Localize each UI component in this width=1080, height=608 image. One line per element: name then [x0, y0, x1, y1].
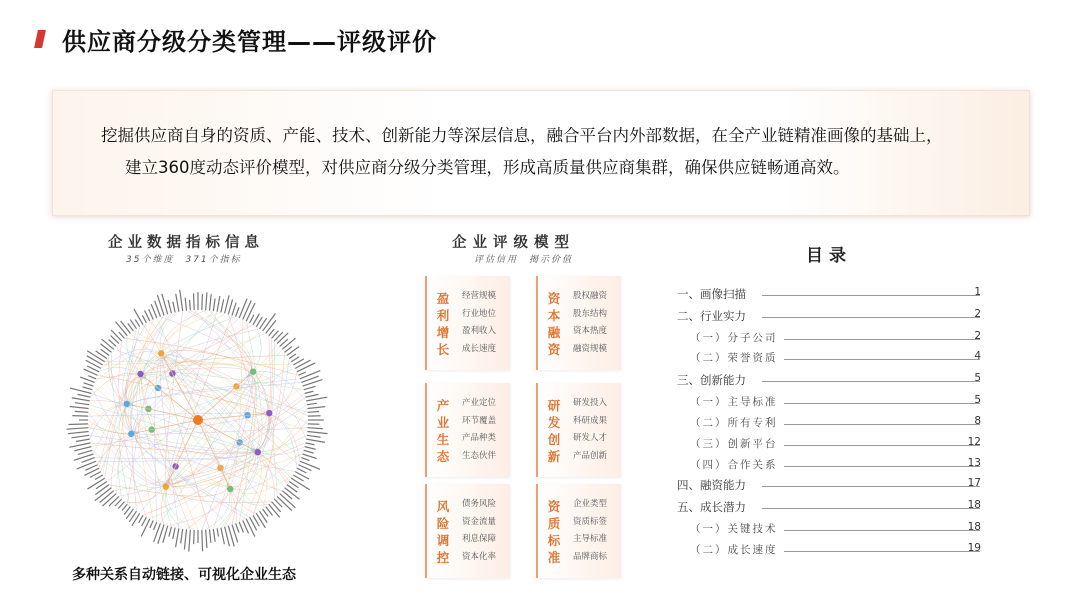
toc-entry	[0, 457, 1080, 473]
intro-line-2: 建立360度动态评价模型，对供应商分级分类管理，形成高质量供应商集群，确保供应链畅通高效。	[125, 158, 850, 177]
card-category: 资质标准	[547, 499, 561, 565]
toc-entry	[0, 521, 1080, 537]
card-item: 产品创新	[572, 450, 607, 461]
card-item: 资质标签	[572, 516, 607, 527]
card-item: 融资规模	[572, 343, 607, 354]
toc-entry-label: （一）分子公司	[690, 332, 778, 344]
toc-title: 目录	[806, 246, 852, 266]
card-item: 产业定位	[461, 398, 496, 408]
graph-leaf-label	[308, 412, 319, 413]
indicators-subtitle: 35个维度 371个指标	[126, 255, 242, 265]
card-item: 经营规模	[461, 291, 496, 301]
page-title: 供应商分级分类管理——评级评价	[62, 28, 437, 56]
toc-entry-label: （一）关键技术	[690, 523, 778, 535]
card-item: 环节覆盖	[461, 415, 496, 426]
toc-entry-page: 19	[967, 542, 981, 554]
card-item: 成长速度	[461, 343, 496, 354]
card-item: 盈利收入	[461, 326, 496, 336]
toc-entry-label: 五、成长潜力	[677, 500, 746, 514]
toc-entry-page: 1	[974, 286, 981, 298]
card-item: 债务风险	[461, 499, 496, 509]
toc-entry-page: 5	[974, 394, 981, 406]
card-item: 研发投入	[572, 398, 607, 408]
card-item: 资本化率	[461, 551, 496, 562]
card-item: 企业类型	[572, 499, 607, 509]
toc-entry-label: （二）成长速度	[690, 544, 778, 556]
toc-entry-page: 18	[967, 521, 981, 533]
card-item: 股东结构	[572, 308, 607, 319]
toc-entry	[0, 436, 1080, 452]
toc-entry	[0, 415, 1080, 431]
toc-entry-page: 2	[974, 330, 981, 342]
toc-entry	[0, 350, 1080, 366]
graph-leaf-label	[68, 431, 89, 433]
card-category: 研发创新	[547, 398, 561, 464]
toc-entry-page: 5	[974, 372, 981, 384]
toc-entry-label: （四）合作关系	[690, 459, 778, 471]
card-item: 股权融资	[572, 291, 607, 301]
toc-entry-label: 四、融资能力	[677, 478, 746, 492]
toc-leader-line	[762, 486, 980, 487]
indicators-caption: 多种关系自动链接、可视化企业生态	[72, 567, 296, 583]
card-item: 利息保障	[461, 534, 496, 544]
card-item: 行业地位	[461, 308, 496, 319]
toc-entry	[0, 477, 1080, 493]
indicators-title: 企业数据指标信息	[108, 235, 264, 251]
graph-leaf-label	[75, 411, 88, 412]
toc-entry-label: 一、画像扫描	[677, 287, 746, 301]
card-item: 研发人才	[572, 433, 607, 443]
card-item: 品牌商标	[572, 551, 607, 562]
toc-entry	[0, 542, 1080, 558]
card-item: 生态伙伴	[461, 450, 496, 461]
toc-entry-label: （二）所有专利	[690, 417, 778, 429]
toc-leader-line	[762, 381, 980, 382]
toc-entry-page: 4	[974, 350, 981, 362]
toc-leader-line	[762, 295, 980, 296]
card-category: 风险调控	[436, 499, 450, 565]
model-title: 企业评级模型	[452, 235, 575, 251]
card-item: 资金流量	[461, 516, 496, 527]
card-item: 产品种类	[461, 433, 496, 443]
card-category: 资本融资	[547, 291, 561, 357]
card-category: 产业生态	[436, 398, 450, 464]
toc-entry-page: 2	[974, 308, 981, 320]
toc-entry	[0, 372, 1080, 388]
toc-entry	[0, 330, 1080, 346]
toc-entry	[0, 499, 1080, 515]
toc-entry-label: （三）创新平台	[690, 438, 778, 450]
model-subtitle: 评估信用 揭示价值	[474, 255, 574, 265]
toc-entry-label: 三、创新能力	[677, 373, 746, 387]
toc-entry-page: 12	[967, 436, 981, 448]
toc-entry	[0, 308, 1080, 324]
toc-entry	[0, 286, 1080, 302]
toc-entry-page: 18	[967, 499, 981, 511]
toc-leader-line	[762, 508, 980, 509]
title-accent-mark	[34, 30, 46, 48]
card-item: 资本热度	[572, 326, 607, 336]
toc-entry-label: 二、行业实力	[677, 309, 746, 323]
toc-entry-page: 17	[967, 477, 981, 489]
card-item: 主导标准	[572, 534, 607, 544]
toc-leader-line	[762, 317, 980, 318]
toc-entry-label: （二）荣誉资质	[690, 352, 778, 364]
toc-entry-page: 13	[967, 457, 981, 469]
toc-entry-page: 8	[974, 415, 981, 427]
intro-panel	[52, 90, 1030, 216]
toc-entry-label: （一）主导标准	[690, 396, 778, 408]
card-category: 盈利增长	[436, 291, 450, 357]
card-item: 科研成果	[572, 415, 607, 426]
toc-entry	[0, 394, 1080, 410]
graph-leaf-label	[307, 431, 327, 433]
intro-line-1: 挖掘供应商自身的资质、产能、技术、创新能力等深层信息，融合平台内外部数据，在全产业链精准画像的基础上，	[101, 126, 943, 145]
